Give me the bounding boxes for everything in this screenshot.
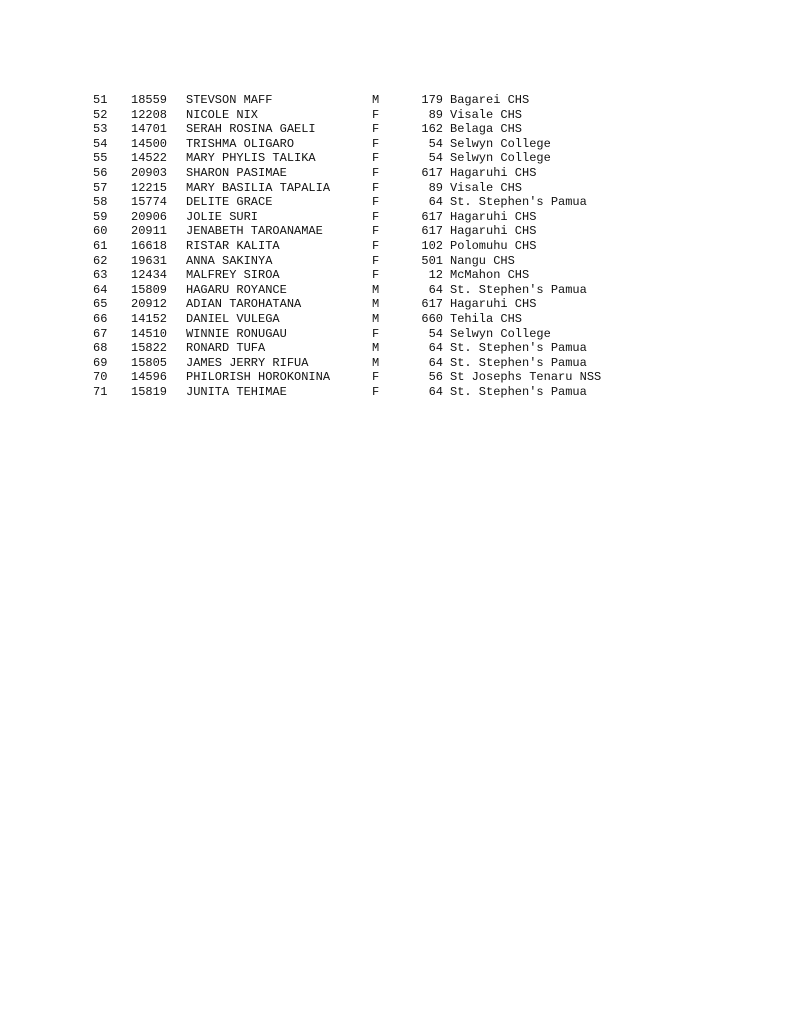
school-name: Visale CHS: [450, 180, 523, 195]
row-number: 66: [93, 311, 108, 326]
school-name: Selwyn College: [450, 151, 551, 166]
student-id: 15819: [131, 384, 168, 399]
student-name: ADIAN TAROHATANA: [186, 297, 302, 312]
row-number: 70: [93, 370, 108, 385]
student-gender: F: [372, 238, 380, 253]
student-id: 20903: [131, 165, 168, 180]
row-number: 65: [93, 297, 108, 312]
school-code: 102: [421, 238, 443, 253]
student-id: 20912: [131, 297, 168, 312]
school-name: McMahon CHS: [450, 268, 530, 283]
row-number: 59: [93, 209, 108, 224]
school-name: St Josephs Tenaru NSS: [450, 370, 602, 385]
school-code: 617: [421, 165, 443, 180]
school-name: Hagaruhi CHS: [450, 297, 537, 312]
student-id: 14596: [131, 370, 168, 385]
student-gender: F: [372, 151, 380, 166]
school-name: St. Stephen's Pamua: [450, 195, 587, 210]
row-number: 58: [93, 195, 108, 210]
school-code: 501: [421, 253, 443, 268]
student-name: HAGARU ROYANCE: [186, 282, 287, 297]
student-name: STEVSON MAFF: [186, 93, 273, 107]
school-code: 179: [421, 93, 443, 107]
school-code: 660: [421, 311, 443, 326]
row-number: 56: [93, 165, 108, 180]
school-code: 56: [428, 370, 443, 385]
row-number: 64: [93, 282, 108, 297]
student-id: 14701: [131, 122, 168, 137]
student-id: 14510: [131, 326, 168, 341]
student-id: 18559: [131, 93, 168, 107]
student-name: MARY BASILIA TAPALIA: [186, 180, 331, 195]
school-name: Nangu CHS: [450, 253, 515, 268]
row-number: 55: [93, 151, 108, 166]
student-gender: F: [372, 195, 380, 210]
row-number: 53: [93, 122, 108, 137]
student-name: ANNA SAKINYA: [186, 253, 273, 268]
student-name: MALFREY SIROA: [186, 268, 280, 283]
student-name: SHARON PASIMAE: [186, 165, 287, 180]
student-gender: M: [372, 93, 380, 107]
student-gender: M: [372, 311, 380, 326]
student-name: SERAH ROSINA GAELI: [186, 122, 316, 137]
school-name: St. Stephen's Pamua: [450, 341, 587, 356]
school-name: Hagaruhi CHS: [450, 209, 537, 224]
student-id: 16618: [131, 238, 168, 253]
school-name: St. Stephen's Pamua: [450, 355, 587, 370]
student-name: NICOLE NIX: [186, 107, 259, 122]
student-gender: F: [372, 326, 380, 341]
student-gender: F: [372, 180, 380, 195]
row-number: 71: [93, 384, 108, 399]
school-code: 89: [428, 107, 443, 122]
student-id: 12208: [131, 107, 168, 122]
school-code: 54: [428, 326, 443, 341]
school-name: Bagarei CHS: [450, 93, 530, 107]
row-number: 51: [93, 93, 108, 107]
student-gender: F: [372, 209, 380, 224]
row-number: 63: [93, 268, 108, 283]
row-number: 61: [93, 238, 108, 253]
school-name: St. Stephen's Pamua: [450, 384, 587, 399]
school-code: 64: [428, 195, 443, 210]
row-number: 57: [93, 180, 108, 195]
student-gender: M: [372, 282, 380, 297]
school-code: 162: [421, 122, 443, 137]
row-number: 60: [93, 224, 108, 239]
school-name: Selwyn College: [450, 136, 551, 151]
school-code: 617: [421, 209, 443, 224]
school-name: Hagaruhi CHS: [450, 224, 537, 239]
student-id: 20911: [131, 224, 168, 239]
student-id: 15822: [131, 341, 168, 356]
student-name: MARY PHYLIS TALIKA: [186, 151, 316, 166]
student-name: DELITE GRACE: [186, 195, 273, 210]
student-gender: F: [372, 268, 380, 283]
student-gender: F: [372, 370, 380, 385]
student-gender: M: [372, 355, 380, 370]
school-name: St. Stephen's Pamua: [450, 282, 587, 297]
school-code: 54: [428, 151, 443, 166]
student-name: JENABETH TAROANAMAE: [186, 224, 323, 239]
student-gender: F: [372, 136, 380, 151]
row-number: 69: [93, 355, 108, 370]
student-name: DANIEL VULEGA: [186, 311, 280, 326]
student-name: JAMES JERRY RIFUA: [186, 355, 309, 370]
school-name: Belaga CHS: [450, 122, 523, 137]
student-gender: F: [372, 384, 380, 399]
school-code: 617: [421, 297, 443, 312]
student-id: 14152: [131, 311, 168, 326]
student-name: PHILORISH HOROKONINA: [186, 370, 331, 385]
school-code: 64: [428, 355, 443, 370]
school-name: Polomuhu CHS: [450, 238, 537, 253]
student-id: 20906: [131, 209, 168, 224]
student-name: JUNITA TEHIMAE: [186, 384, 287, 399]
row-number: 54: [93, 136, 108, 151]
school-name: Tehila CHS: [450, 311, 523, 326]
student-id: 15774: [131, 195, 168, 210]
student-gender: F: [372, 107, 380, 122]
student-id: 15805: [131, 355, 168, 370]
student-name: RONARD TUFA: [186, 341, 266, 356]
row-number: 62: [93, 253, 108, 268]
student-id: 15809: [131, 282, 168, 297]
school-name: Hagaruhi CHS: [450, 165, 537, 180]
student-gender: F: [372, 165, 380, 180]
student-id: 12434: [131, 268, 168, 283]
row-number: 67: [93, 326, 108, 341]
student-id: 12215: [131, 180, 168, 195]
school-code: 64: [428, 384, 443, 399]
school-code: 12: [428, 268, 443, 283]
student-id: 14522: [131, 151, 168, 166]
school-name: Selwyn College: [450, 326, 551, 341]
student-name: WINNIE RONUGAU: [186, 326, 287, 341]
student-gender: M: [372, 297, 380, 312]
school-code: 64: [428, 341, 443, 356]
student-id: 14500: [131, 136, 168, 151]
row-number: 68: [93, 341, 108, 356]
school-code: 64: [428, 282, 443, 297]
student-gender: M: [372, 341, 380, 356]
student-gender: F: [372, 253, 380, 268]
student-gender: F: [372, 224, 380, 239]
school-code: 89: [428, 180, 443, 195]
row-number: 52: [93, 107, 108, 122]
student-gender: F: [372, 122, 380, 137]
student-id: 19631: [131, 253, 168, 268]
student-name: JOLIE SURI: [186, 209, 259, 224]
student-name: RISTAR KALITA: [186, 238, 280, 253]
school-code: 54: [428, 136, 443, 151]
student-name: TRISHMA OLIGARO: [186, 136, 295, 151]
school-name: Visale CHS: [450, 107, 523, 122]
school-code: 617: [421, 224, 443, 239]
